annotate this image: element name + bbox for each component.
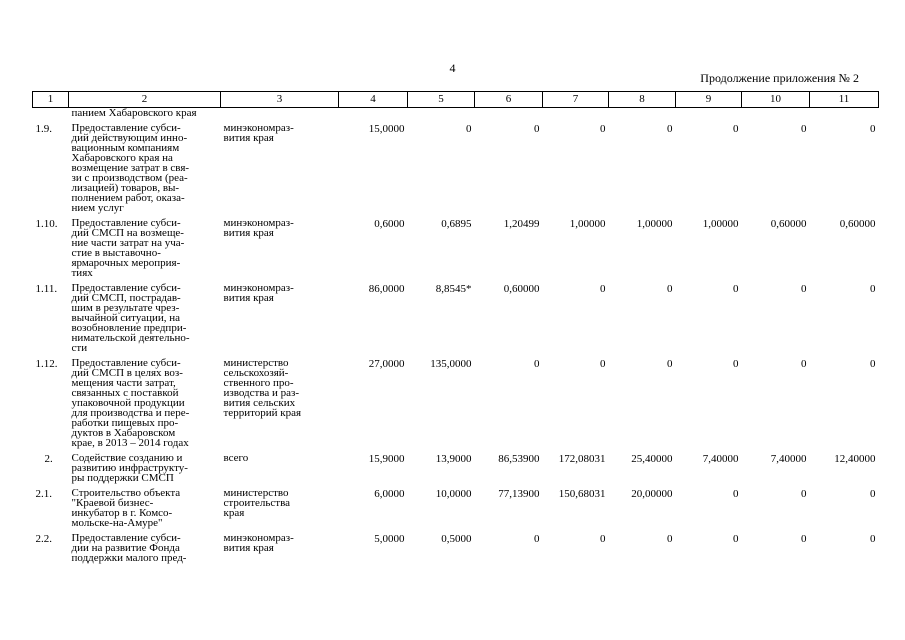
row-number: 1.11. — [35, 283, 58, 295]
row-value: 0,5000 — [441, 533, 472, 545]
row-value: 135,0000 — [430, 358, 472, 370]
row-value: 0 — [466, 123, 472, 135]
col-header-9: 9 — [676, 92, 742, 108]
row-value: 86,0000 — [368, 283, 405, 295]
row-value: 0 — [733, 123, 739, 135]
row-value: 0 — [733, 358, 739, 370]
col-header-5: 5 — [408, 92, 475, 108]
row-value: 0 — [534, 123, 540, 135]
row-value: 0 — [801, 488, 807, 500]
col-header-10: 10 — [742, 92, 810, 108]
row-value: 0 — [600, 358, 606, 370]
row-executor: минэкономраз- вития края — [223, 217, 294, 239]
row-description: Строительство объекта "Краевой бизнес- инкубатор в г. Комсо- мольске-на-Амуре" — [71, 487, 181, 529]
subsidy-table — [32, 91, 879, 563]
continuation-caption: Продолжение приложения № 2 — [700, 71, 859, 85]
row-value: 0 — [667, 123, 673, 135]
row-description: Содействие созданию и развитию инфраструкту- ры поддержки СМСП — [71, 452, 188, 484]
row-description: Предоставление субси- дий СМСП, пострадав- шим в результате чрез- вычайной ситуации, на возобновление предпри- нимательской деятельно- сти — [71, 282, 190, 354]
row-description: Предоставление субси- дии на развитие Фонда поддержки малого пред- — [71, 532, 187, 564]
row-value: 0 — [870, 533, 876, 545]
row-value: 0,60000 — [770, 218, 807, 230]
row-value: 12,40000 — [834, 453, 876, 465]
row-number: 2.2. — [35, 533, 52, 545]
row-value: 7,40000 — [770, 453, 807, 465]
row-number: 2.1. — [35, 488, 52, 500]
page-number: 4 — [449, 61, 456, 75]
row-description: Предоставление субси- дий СМСП на возмеще- ние части затрат на уча- стие в выставочно- ярмарочных мероприя- тиях — [71, 217, 185, 279]
row-value: 0 — [870, 123, 876, 135]
row-value: 25,40000 — [631, 453, 673, 465]
row-value: 0,60000 — [839, 218, 876, 230]
row-value: 15,9000 — [368, 453, 405, 465]
row-value: 0,60000 — [503, 283, 540, 295]
row-value: 0 — [534, 533, 540, 545]
row-value: 15,0000 — [368, 123, 405, 135]
row-description: Предоставление субси- дий действующим инно- вационным компаниям Хабаровского края на возмещение затрат в свя- зи с производством (реа- лизацией) товаров, вы- полнением работ, оказа- нием услуг — [71, 122, 190, 214]
row-value: 0 — [600, 123, 606, 135]
header-row — [33, 92, 879, 108]
table-row — [33, 108, 879, 119]
row-value: 10,0000 — [435, 488, 472, 500]
row-value: 0 — [870, 283, 876, 295]
row-value: 0,6895 — [441, 218, 472, 230]
col-header-8: 8 — [609, 92, 676, 108]
col-header-11: 11 — [810, 92, 879, 108]
col-header-7: 7 — [543, 92, 609, 108]
row-value: 1,00000 — [702, 218, 739, 230]
row-value: 8,8545* — [435, 283, 472, 295]
row-value: 0 — [733, 533, 739, 545]
col-header-6: 6 — [475, 92, 543, 108]
row-value: 77,13900 — [498, 488, 540, 500]
row-value: 0 — [870, 488, 876, 500]
row-executor: министерство сельскохозяй- ственного про- изводства и раз- вития сельских территорий края — [223, 357, 302, 419]
row-value: 0 — [733, 283, 739, 295]
row-executor: минэкономраз- вития края — [223, 122, 294, 144]
row-value: 172,08031 — [558, 453, 606, 465]
row-value: 0 — [667, 533, 673, 545]
table-row — [33, 278, 879, 353]
row-value: 7,40000 — [702, 453, 739, 465]
col-header-3: 3 — [221, 92, 339, 108]
col-header-4: 4 — [339, 92, 408, 108]
row-description: панием Хабаровского края — [71, 107, 197, 119]
row-value: 0 — [733, 488, 739, 500]
row-number: 1.9. — [35, 123, 52, 135]
row-value: 0 — [801, 358, 807, 370]
table-row — [33, 353, 879, 448]
row-value: 0 — [534, 358, 540, 370]
row-value: 1,20499 — [503, 218, 540, 230]
row-value: 1,00000 — [569, 218, 606, 230]
row-executor: всего — [223, 452, 249, 464]
row-value: 0,6000 — [374, 218, 405, 230]
table-row — [33, 528, 879, 563]
row-executor: министерство строительства края — [223, 487, 291, 519]
col-header-1: 1 — [33, 92, 69, 108]
row-executor: минэкономраз- вития края — [223, 282, 294, 304]
table-row — [33, 483, 879, 528]
row-value: 0 — [667, 358, 673, 370]
table-row — [33, 213, 879, 278]
row-value: 13,9000 — [435, 453, 472, 465]
row-value: 27,0000 — [368, 358, 405, 370]
row-description: Предоставление субси- дий СМСП в целях воз- мещения части затрат, связанных с поставкой упаковочной продукции для производства и пере- работки пищевых про- дуктов в Хабаровском крае, в 2013 – 2014 годах — [71, 357, 190, 449]
table-row — [33, 118, 879, 213]
row-value: 1,00000 — [636, 218, 673, 230]
row-value: 0 — [600, 533, 606, 545]
row-value: 0 — [600, 283, 606, 295]
row-value: 5,0000 — [374, 533, 405, 545]
row-value: 0 — [801, 533, 807, 545]
table-row — [33, 448, 879, 483]
row-value: 86,53900 — [498, 453, 540, 465]
row-number: 1.12. — [35, 358, 58, 370]
row-value: 0 — [667, 283, 673, 295]
col-header-2: 2 — [69, 92, 221, 108]
row-value: 20,00000 — [631, 488, 673, 500]
row-value: 0 — [801, 123, 807, 135]
row-number: 1.10. — [35, 218, 58, 230]
row-executor: минэкономраз- вития края — [223, 532, 294, 554]
row-value: 0 — [870, 358, 876, 370]
row-value: 150,68031 — [558, 488, 606, 500]
row-value: 0 — [801, 283, 807, 295]
row-value: 6,0000 — [374, 488, 405, 500]
row-number: 2. — [44, 453, 53, 465]
